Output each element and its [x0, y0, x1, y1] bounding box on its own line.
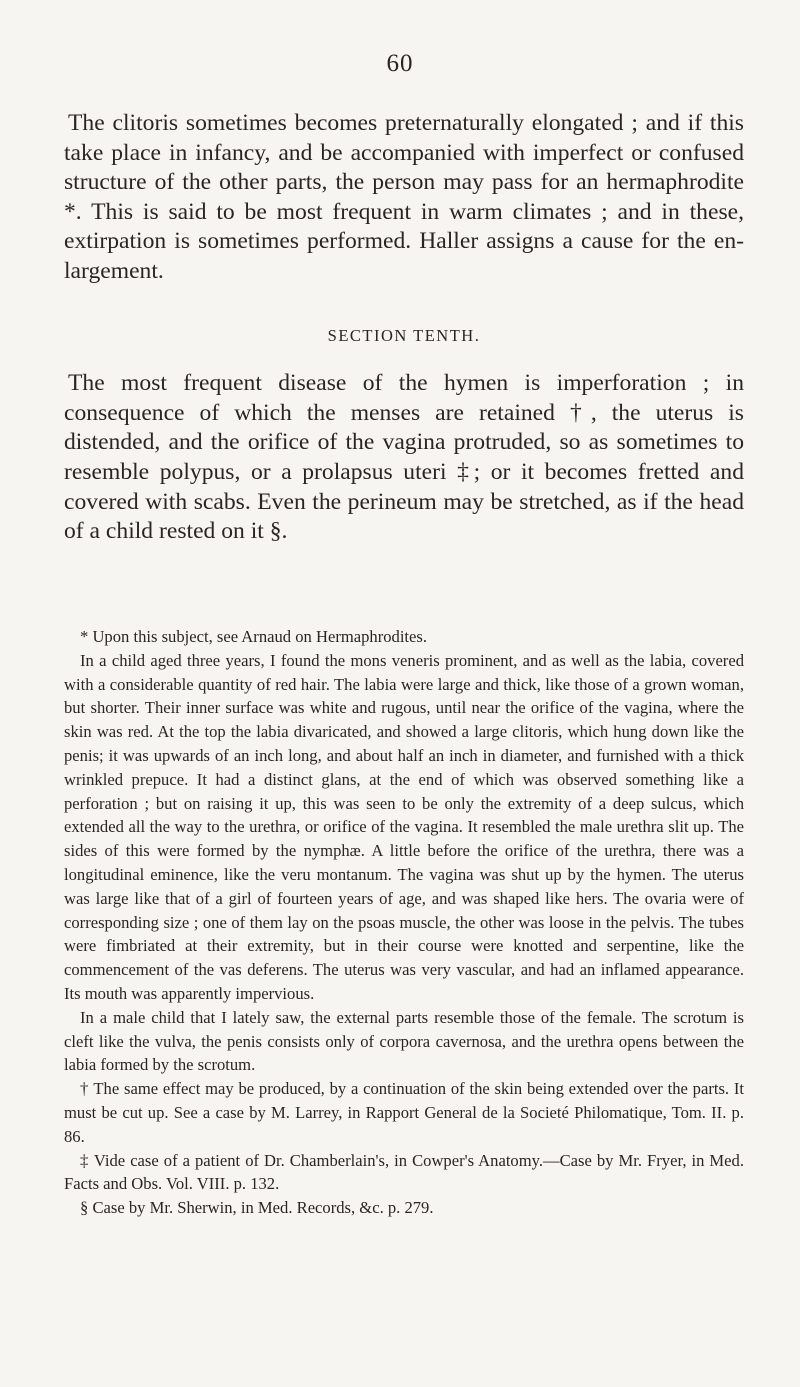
paragraph-hymen: The most frequent disease of the hymen is imperforation ; in consequence of which the menses are retained †, the uterus is distended, and the orifice of the vagina protruded, so as sometimes to resemble polypus, or a prolapsus uteri ‡; or it becomes fretted and covered with scabs. Even the perineum may be stretched, as if the head of a child rested on it §. [64, 370, 744, 545]
page-number: 60 [386, 50, 414, 77]
footnote-double-dagger: ‡ Vide case of a patient of Dr. Chamberlain's, in Cowper's Anatomy.—Case by Mr. Fryer, in Med. Facts and Obs. Vol. VIII. p. 132. [64, 1150, 744, 1194]
footnote-section-mark: § Case by Mr. Sherwin, in Med. Records, &c. p. 279. [80, 1198, 434, 1218]
section-heading: SECTION TENTH. [327, 325, 481, 345]
footnote-child-case: In a child aged three years, I found the mons veneris prominent, and as well as the labia, covered with a considerable quantity of red hair. The labia were large and thick, like those of a grown woman, but shorter. Their inner surface was white and rugous, until near the orifice of the vagina, where the skin was red. At the top the labia divaricated, and showed a large clitoris, which hung down like the penis; it was upwards of an inch long, and about half an inch in diameter, and furnished with a thick wrinkled prepuce. It had a distinct glans, at the end of which was observed something like a perforation ; but on raising it up, this was seen to be only the extremity of a deep sulcus, which extended all the way to the urethra, or orifice of the vagina. It resembled the male urethra slit up. The sides of this were formed by the nymphæ. A little before the orifice of the urethra, there was a longitudinal eminence, like the veru montanum. The vagina was shut up by the hymen. The uterus was large like that of a girl of fourteen years of age, and was shaped like hers. The ovaria were of corresponding size ; one of them lay on the psoas muscle, the other was loose in the pelvis. The tubes were fimbriated at their extremity, but in their course were knotted and serpentine, like the commencement of the vas deferens. The uterus was very vascular, and had an inflamed appearance. Its mouth was apparently impervious. [64, 650, 744, 1003]
main-text [64, 109, 744, 547]
footnote-hermaphrodites: * Upon this subject, see Arnaud on Hermaphrodites. [80, 627, 428, 646]
footnote-male-child: In a male child that I lately saw, the external parts resemble those of the female. The scrotum is cleft like the vulva, the penis consists only of corpora cavernosa, and the urethra opens between the labia formed by the scrotum. [64, 1007, 744, 1075]
paragraph-clitoris: The clitoris sometimes becomes preternaturally elongated ; and if this take place in infancy, and be accompanied with imperfect or confused structure of the other parts, the person may pass for an hermaphrodite *. This is said to be most frequent in warm climates ; and in these, extirpation is sometimes performed. Haller assigns a cause for the enlargement. [64, 110, 744, 284]
footnote-dagger: † The same effect may be produced, by a continuation of the skin being extended over the parts. It must be cut up. See a case by M. Larrey, in Rapport General de la Societé Philomatique, Tom. II. p. 86. [64, 1079, 744, 1146]
footnotes [64, 625, 744, 1220]
